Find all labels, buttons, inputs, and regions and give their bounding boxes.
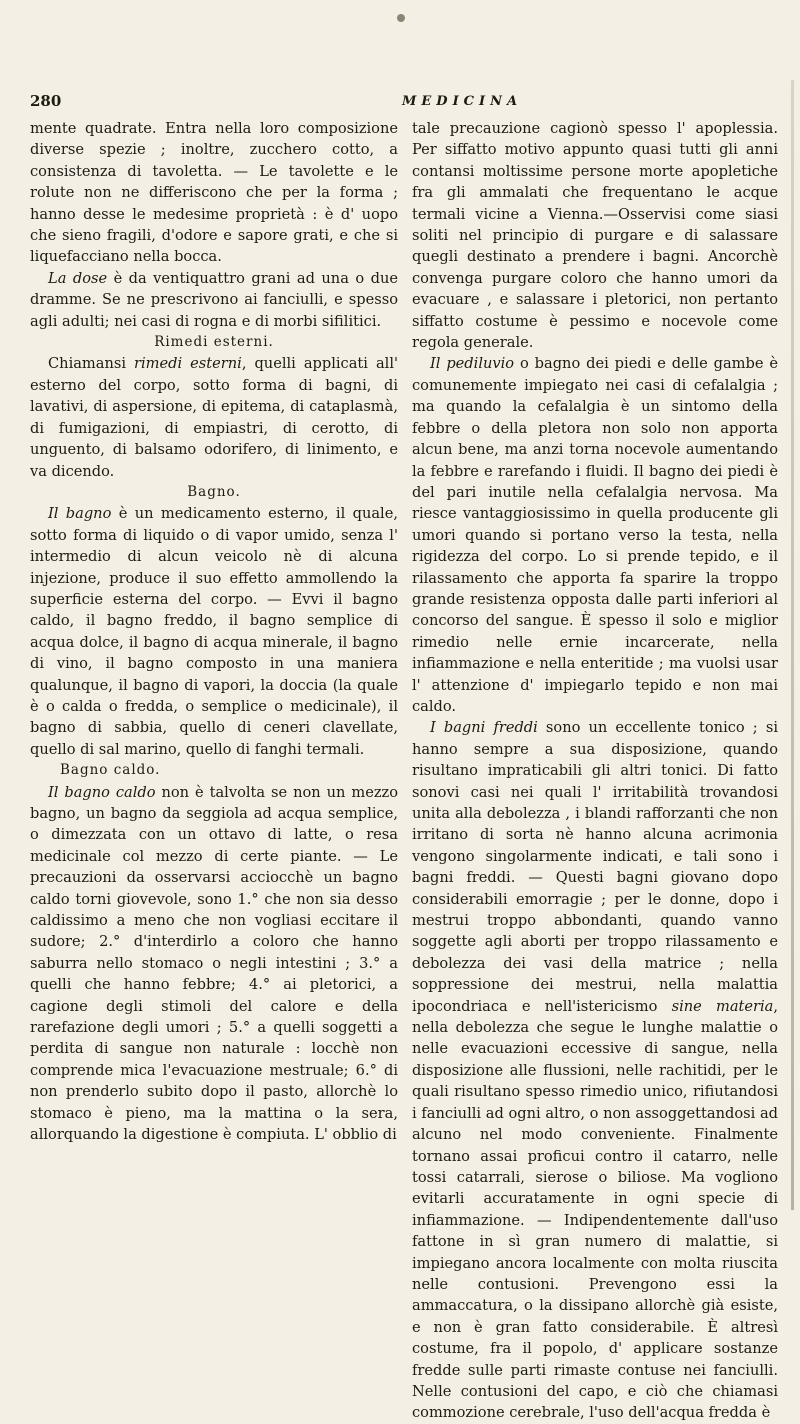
page-edge-shadow: [791, 80, 794, 1210]
ink-spot: [397, 14, 405, 22]
italic-term: I bagni freddi: [430, 719, 538, 737]
paragraph-text: o bagno dei piedi e delle gambe è comunemente impiegato nei casi di cefalalgia ; ma quando la cefalalgia è un sintomo della febbre o della pletora non solo non apporta alcun bene, ma anzi torna nocevole aumentando la febbre e rarefando i fluidi. Il bagno dei piedi è del pari inutile nella cefalalgia nervosa. Ma riesce vantaggiosissimo in quella producente gli umori quando si portano verso la testa, nella rigidezza del corpo. Lo si prende tepido, e il rilassamento che apporta fa sparire la troppo grande resistenza opposta dalle parti inferiori al concorso del sangue. È spesso il solo e miglior rimedio nelle ernie incarcerate, nella infiammazione e nella enteritide ; ma vuolsi usar l' attenzione d' impiegarlo tepido e non mai caldo.: [412, 355, 779, 715]
paragraph-text: , quelli applicati all' esterno del corpo, sotto forma di bagni, di lavativi, di aspersione, di epitema, di cataplasmà, di fumigazioni, di empiastri, di cerotto, di unguento, di balsamo odorifero, di linimento, e va dicendo.: [30, 355, 399, 480]
paragraph-text: Chiamansi: [48, 355, 135, 373]
italic-term: sine materia: [671, 997, 774, 1015]
paragraph: [30, 353, 398, 481]
paragraph: [412, 353, 778, 717]
italic-term: rimedi esterni: [134, 355, 242, 373]
left-column: [30, 118, 398, 1146]
paragraph-text: è da ventiquattro grani ad una o due dramme. Se ne prescrivono ai fanciulli, e spesso agli adulti; nei casi di rogna e di morbi sifilitici.: [30, 269, 398, 330]
running-title: MEDICINA: [402, 94, 523, 109]
paragraph: mente quadrate. Entra nella loro composizione diverse spezie ; inoltre, zucchero cotto, a consistenza di tavoletta. — Le tavolette e le rolute non ne differiscono che per la forma ; hanno desse le medesime proprietà : è d' uopo che sieno fragili, d'odore e sapore grati, e che si liquefacciano nella bocca.: [30, 120, 398, 266]
right-column: [412, 118, 778, 1424]
paragraph: [30, 782, 398, 1146]
paragraph-text: non è talvolta se non un mezzo bagno, un bagno da seggiola ad acqua semplice, o dimezzata con un ottavo di latte, o resa medicinale col mezzo di certe piante. — Le precauzioni da osservarsi acciocchè un bagno caldo torni giovevole, sono 1.° che non sia desso caldissimo a meno che non vogliasi eccitare il sudore; 2.° d'interdirlo a coloro che hanno saburra nello stomaco o negli intestini ; 3.° a quelli che hanno febbre; 4.° ai pletorici, a cagione degli stimoli del calore e della rarefazione degli umori ; 5.° a quelli soggetti a perdita di sangue non naturale : locchè non comprende mica l'evacuazione mestruale; 6.° di non prenderlo subito dopo il pasto, allorchè lo stomaco è pieno, ma la mattina o la sera, allorquando la digestione è compiuta. L' obblio di: [30, 783, 399, 1144]
italic-term: Il bagno caldo: [48, 783, 156, 801]
page-number: 280: [30, 92, 62, 110]
paragraph-text: , nella debolezza che segue le lunghe malattie o nelle evacuazioni eccessive di sangue, nella disposizione alle flussioni, nelle rachitidi, per le quali risultano spesso rimedio unico, rifiutandosi i fanciulli ad ogni altro, o non assoggettandosi ad alcuno nel modo conveniente. Finalmente tornano assai proficui contro il catarro, nelle tossi catarrali, sierose o biliose. Ma vogliono evitarli accuratamente in ogni specie di infiammazione. — Indipendentemente dall'uso fattone in sì gran numero di malattie, si impiegano ancora localmente con molta riuscita nelle contusioni. Prevengono essi la ammaccatura, o la dissipano allorchè già esiste, e non è gran fatto considerabile. È altresì costume, fra il popolo, d' applicare sostanze fredde sulle parti rimaste contuse nei fanciulli. Nelle contusioni del capo, e ciò che chiamasi commozione cerebrale, l'uso dell'acqua fredda è: [412, 997, 779, 1422]
paragraph: [30, 268, 398, 332]
page-header: [30, 92, 780, 116]
italic-term: Il pediluvio: [430, 355, 515, 373]
paragraph-text: sono un eccellente tonico ; si hanno sempre a sua disposizione, quando risultano impraticabili gli altri tonici. Di fatto sonovi casi nei quali l' irritabilità trovandosi unita alla debolezza , i blandi rafforzanti che non irritano di sorta nè hanno alcuna acrimonia vengono singolarmente indicati, e tali sono i bagni freddi. — Questi bagni giovano dopo considerabili emorragie ; per le donne, dopo i mestrui troppo abbondanti, quando vanno soggette agli aborti per troppo rilassamento e debolezza dei vasi della matrice ; nella soppressione dei mestrui, nella malattia ipocondriaca e nell'istericismo: [412, 719, 778, 1015]
italic-term: Il bagno: [48, 505, 112, 523]
section-heading: Bagno caldo.: [60, 762, 161, 779]
italic-term: La dose: [48, 269, 108, 287]
section-heading: Bagno.: [187, 483, 241, 500]
paragraph: [30, 503, 398, 760]
paragraph: [412, 717, 778, 1423]
section-heading: Rimedi esterni.: [154, 334, 274, 351]
paragraph-text: è un medicamento esterno, il quale, sotto forma di liquido o di vapor umido, senza l' intermedio di alcun veicolo nè di alcuna injezione, produce il suo effetto ammollendo la superficie esterna del corpo. — Evvi il bagno caldo, il bagno freddo, il bagno semplice di acqua dolce, il bagno di acqua minerale, il bagno di vino, il bagno composto in una maniera qualunque, il bagno di vapori, la doccia (la quale è o calda o fredda, o semplice o medicinale), il bagno di sabbia, quello di ceneri clavellate, quello di sal marino, quello di fanghi termali.: [30, 505, 398, 758]
paragraph: tale precauzione cagionò spesso l' apoplessia. Per siffatto motivo appunto quasi tutti gli anni contansi moltissime persone morte apopletiche fra gli ammalati che frequentano le acque termali vicine a Vienna.—Osservisi come siasi soliti nel principio di purgare e di salassare quegli destinato a prendere i bagni. Ancorchè convenga purgare coloro che hanno umori da evacuare , e salassare i pletorici, non pertanto siffatto costume è pessimo e nocevole come regola generale.: [412, 120, 778, 352]
